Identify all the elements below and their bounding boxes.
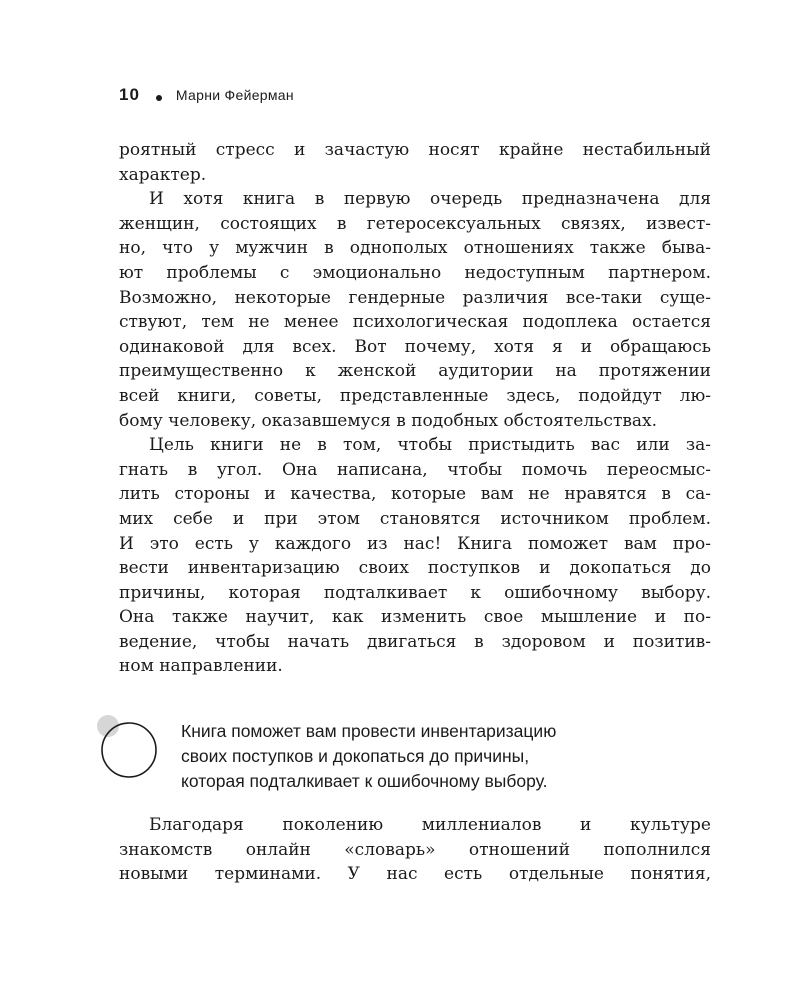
paragraph-2 <box>119 187 711 433</box>
text-line: мих себе и при этом становятся источником проблем. <box>119 508 711 529</box>
paragraph-4 <box>119 813 711 887</box>
text-line: Она также научит, как изменить свое мышление и по- <box>119 607 711 628</box>
running-header-author: Марни Фейерман <box>175 87 294 103</box>
text-line: ют проблемы с эмоционально недоступным партнером. <box>119 262 711 283</box>
text-line: гнать в угол. Она написана, чтобы помочь переосмыс- <box>119 459 711 480</box>
text-line: характер. <box>119 164 207 185</box>
main-text-top <box>119 138 711 679</box>
pull-quote-line: которая подталкивает к ошибочному выбору. <box>181 771 548 791</box>
text-line: но, что у мужчин в однополых отношениях также быва- <box>119 238 711 259</box>
text-line: знакомств онлайн «словарь» отношений пополнился <box>119 839 711 860</box>
text-line: ведение, чтобы начать двигаться в здоровом и позитив- <box>119 631 711 652</box>
text-line: женщин, состоящих в гетеросексуальных связях, извест- <box>119 213 711 234</box>
text-line: И хотя книга в первую очередь предназначена для <box>149 189 711 210</box>
pull-quote-line: Книга поможет вам провести инвентаризацию <box>181 721 557 741</box>
pull-quote-ring <box>102 723 156 777</box>
header-separator-dot <box>156 95 162 101</box>
text-line: роятный стресс и зачастую носят крайне нестабильный <box>119 140 711 160</box>
paragraph-1 <box>119 138 711 187</box>
text-line: всей книги, советы, представленные здесь, подойдут лю- <box>119 385 711 406</box>
pull-quote-circle-icon <box>94 714 160 780</box>
text-line: бому человеку, оказавшемуся в подобных обстоятельствах. <box>119 410 658 431</box>
text-line: Благодаря поколению миллениалов и культуре <box>149 815 711 835</box>
text-line: одинаковой для всех. Вот почему, хотя я и обращаюсь <box>119 336 711 357</box>
text-line: новыми терминами. У нас есть отдельные понятия, <box>119 864 711 885</box>
pull-quote <box>181 719 721 794</box>
running-header <box>119 84 294 106</box>
text-line: причины, которая подталкивает к ошибочному выбору. <box>119 582 711 603</box>
pull-quote-line: своих поступков и докопаться до причины, <box>181 746 530 766</box>
text-line: Цель книги не в том, чтобы пристыдить вас или за- <box>149 435 711 456</box>
text-line: преимущественно к женской аудитории на протяжении <box>119 361 711 382</box>
text-line: вести инвентаризацию своих поступков и докопаться до <box>119 558 711 579</box>
main-text-bottom <box>119 813 711 887</box>
paragraph-3 <box>119 433 711 679</box>
page-number: 10 <box>119 85 140 104</box>
text-line: И это есть у каждого из нас! Книга поможет вам про- <box>119 533 711 554</box>
text-line: ном направлении. <box>119 656 283 677</box>
text-line: ствуют, тем не менее психологическая подоплека остается <box>119 312 711 333</box>
text-line: Возможно, некоторые гендерные различия все-таки суще- <box>119 287 711 308</box>
text-line: лить стороны и качества, которые вам не нравятся в са- <box>119 484 711 505</box>
